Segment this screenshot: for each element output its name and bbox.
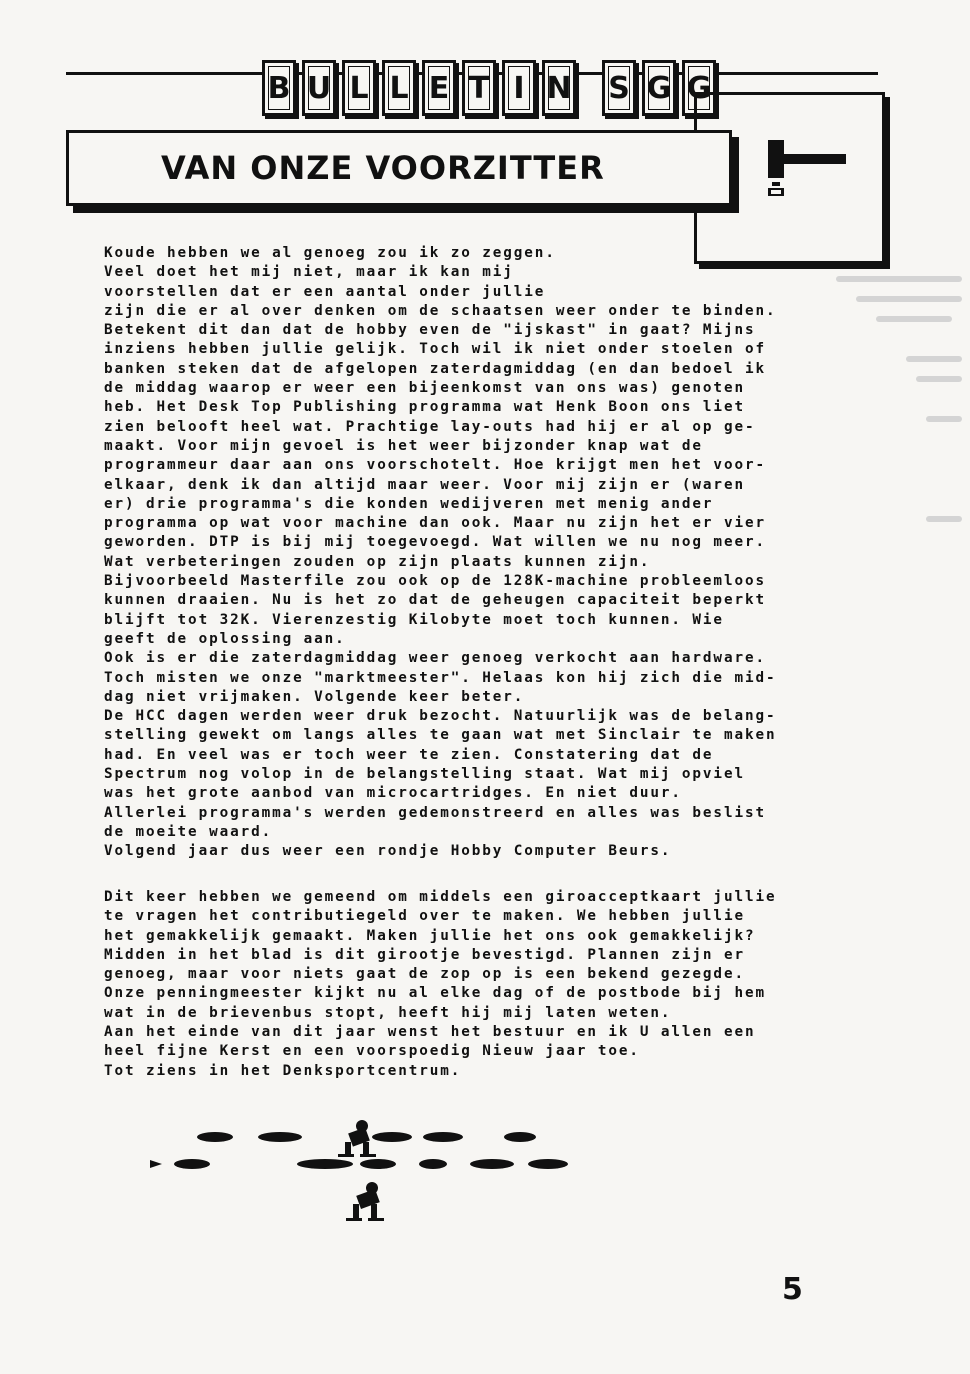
title-banner (66, 130, 732, 206)
article-paragraph-2 (104, 888, 864, 1081)
text-line: programmeur daar aan ons voorschotelt. Hoe krijgt men het voor- (104, 457, 766, 474)
text-line: Allerlei programma's werden gedemonstreerd en alles was beslist (104, 804, 766, 821)
text-line: Koude hebben we al genoeg zou ik zo zeggen. (104, 245, 556, 261)
text-line: De HCC dagen werden weer druk bezocht. Natuurlijk was de belang- (104, 708, 777, 725)
text-line: geeft de oplossing aan. (104, 630, 346, 647)
text-line: Midden in het blad is dit girootje bevestigd. Plannen zijn er (104, 946, 745, 963)
logo-letter: U (302, 60, 336, 116)
text-line: heb. Het Desk Top Publishing programma wat Henk Boon ons liet (104, 399, 745, 416)
page-number: 5 (782, 1272, 803, 1307)
article-paragraph-1 (104, 244, 864, 862)
logo-letter: G (642, 60, 676, 116)
text-line: het gemakkelijk gemaakt. Maken jullie het ons ook gemakkelijk? (104, 927, 756, 944)
text-line: programma op wat voor machine dan ook. Maar nu zijn het er vier (104, 515, 766, 532)
text-line: Ook is er die zaterdagmiddag weer genoeg verkocht aan hardware. (104, 650, 766, 667)
text-line: kunnen draaien. Nu is het zo dat de geheugen capaciteit beperkt (104, 592, 766, 609)
logo-gap (582, 60, 596, 116)
logo-letter: I (502, 60, 536, 116)
logo-letter: S (602, 60, 636, 116)
text-line: wat in de brievenbus stopt, heeft hij mij laten weten. (104, 1004, 672, 1021)
logo-letter: L (342, 60, 376, 116)
text-line: de moeite waard. (104, 823, 273, 840)
text-line: was het grote aanbod van microcartridges. En niet duur. (104, 785, 682, 802)
logo-letter: B (262, 60, 296, 116)
text-line: inziens hebben jullie gelijk. Toch wil ik niet onder stoelen of (104, 341, 766, 358)
text-line: Wat verbeteringen zouden op zijn plaats kunnen zijn. (104, 553, 651, 570)
text-line: heel fijne Kerst en een voorspoedig Nieuw jaar toe. (104, 1043, 640, 1060)
text-line: blijft tot 32K. Vierenzestig Kilobyte moet toch kunnen. Wie (104, 611, 724, 628)
text-line: elkaar, denk ik dan altijd maar weer. Voor mij zijn er (waren (104, 476, 745, 493)
text-line: had. En veel was er toch weer te zien. Constatering dat de (104, 746, 714, 763)
text-line: genoeg, maar voor niets gaat de zop op is een bekend gezegde. (104, 966, 745, 983)
text-line: Volgend jaar dus weer een rondje Hobby Computer Beurs. (104, 843, 672, 860)
text-line: te vragen het contributiegeld over te maken. We hebben jullie (104, 908, 745, 925)
logo-letter: L (382, 60, 416, 116)
text-line: Aan het einde van dit jaar wenst het bestuur en ik U allen een (104, 1024, 756, 1041)
text-line: dag niet vrijmaken. Volgende keer beter. (104, 688, 525, 705)
logo-letter: E (422, 60, 456, 116)
text-line: Bijvoorbeeld Masterfile zou ook op de 128K-machine probleemloos (104, 573, 766, 590)
page-title: VAN ONZE VOORZITTER (161, 149, 605, 187)
skater-icon (346, 1182, 384, 1221)
text-line: zien belooft heel wat. Prachtige lay-outs had hij er al op ge- (104, 418, 756, 435)
text-line: Tot ziens in het Denksportcentrum. (104, 1062, 462, 1079)
skater-sprites (150, 1120, 570, 1230)
bulletin-logo (262, 60, 716, 116)
text-line: maakt. Voor mijn gevoel is het weer bijzonder knap wat de (104, 437, 703, 454)
text-line: Betekent dit dan dat de hobby even de "ijskast" in gaat? Mijns (104, 322, 756, 339)
skater-icon (338, 1120, 376, 1157)
text-line: Spectrum nog volop in de belangstelling staat. Wat mij opviel (104, 766, 745, 783)
text-line: stelling gewekt om langs alles te gaan wat met Sinclair te maken (104, 727, 777, 744)
logo-letter: N (542, 60, 576, 116)
logo-letter: T (462, 60, 496, 116)
text-line: Veel doet het mij niet, maar ik kan mij (104, 264, 514, 281)
text-line: banken steken dat de afgelopen zaterdagmiddag (en dan bedoel ik (104, 360, 766, 377)
text-line: Dit keer hebben we gemeend om middels een giroacceptkaart jullie (104, 889, 777, 905)
text-line: Toch misten we onze "marktmeester". Helaas kon hij zich die mid- (104, 669, 777, 686)
text-line: er) drie programma's die konden wedijveren met menig ander (104, 495, 714, 512)
text-line: Onze penningmeester kijkt nu al elke dag of de postbode bij hem (104, 985, 766, 1002)
text-line: de middag waarop er weer een bijeenkomst van ons was) genoten (104, 380, 745, 397)
text-line: geworden. DTP is bij mij toegevoegd. Wat willen we nu nog meer. (104, 534, 766, 551)
text-line: voorstellen dat er een aantal onder jullie (104, 283, 546, 300)
gavel-icon (760, 136, 850, 206)
text-line: zijn die er al over denken om de schaatsen weer onder te binden. (104, 302, 777, 319)
logo-letter: G (682, 60, 716, 116)
